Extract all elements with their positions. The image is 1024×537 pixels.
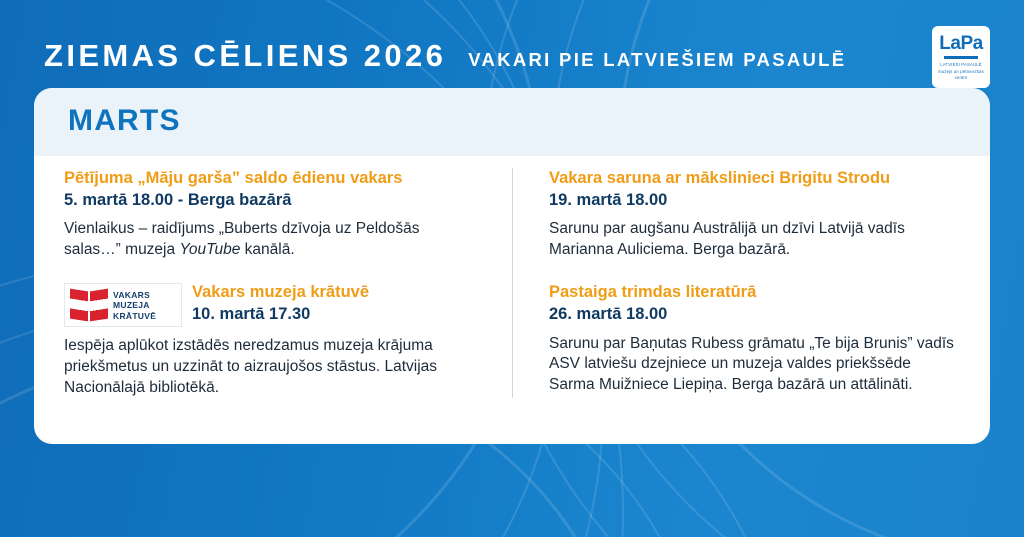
event-titles xyxy=(192,282,476,324)
event-datetime: 26. martā 18.00 xyxy=(549,305,668,324)
event-datetime: 19. martā 18.00 xyxy=(549,190,668,209)
event-description-part: Vienlaikus – raidījums „Buberts dzīvoja uz Peldošās salas…” muzeja xyxy=(64,220,420,258)
events-column-left xyxy=(34,168,512,398)
event-title: Vakara saruna ar mākslinieci Brigitu Strodu xyxy=(549,169,891,187)
event-titles xyxy=(549,168,954,210)
poster-header xyxy=(44,38,846,74)
events-column-right xyxy=(512,168,990,398)
event-datetime: 5. martā 18.00 - Berga bazārā xyxy=(64,190,292,209)
event-description-part: Sarunu par Baņutas Rubess grāmatu „Te bija Brunis” vadīs ASV latviešu dzejniece un muzeja valdes priekšsēde Sarma Muižniece Liepiņa. Berga bazārā un attālināti. xyxy=(549,334,954,393)
book-page-right-icon xyxy=(90,289,108,322)
event-header xyxy=(549,282,954,324)
page-subtitle: VAKARI PIE LATVIEŠIEM PASAULĒ xyxy=(468,49,847,70)
event-item xyxy=(64,168,476,260)
event-description xyxy=(549,219,954,260)
event-description-tail: kanālā. xyxy=(240,240,295,258)
event-item xyxy=(64,282,476,398)
event-title: Pastaiga trimdas literatūrā xyxy=(549,283,757,302)
event-title: Pētījuma „Māju garša” saldo ēdienu vakars xyxy=(64,169,403,187)
event-item xyxy=(549,168,954,260)
logo-mark: LaPa xyxy=(939,33,983,55)
event-header xyxy=(64,282,476,327)
lapa-logo xyxy=(932,26,990,88)
event-titles xyxy=(549,282,954,324)
event-description-part: Iespēja aplūkot izstādēs neredzamus muzeja krājuma priekšmetus un uzzināt to aizraujošos stāstus. Latvijas Nacionālajā bibliotēkā. xyxy=(64,337,438,396)
event-header xyxy=(549,168,954,210)
event-datetime: 10. martā 17.30 xyxy=(192,305,311,324)
event-description xyxy=(549,334,954,396)
book-page-left-icon xyxy=(70,289,88,322)
event-description-emphasis: YouTube xyxy=(179,240,241,258)
content-card xyxy=(34,88,990,444)
event-titles xyxy=(64,168,476,210)
badge-label: VAKARS MUZEJA KRĀTUVĒ xyxy=(113,289,157,321)
events-columns xyxy=(34,168,990,398)
vakars-muzeja-kratuve-badge-icon xyxy=(64,283,182,327)
event-header xyxy=(64,168,476,210)
logo-subtitle: LATVIEŠI PASAULĒ xyxy=(940,62,982,68)
logo-subtitle-secondary: muzejs un pētniecības centrs xyxy=(938,69,984,80)
open-book-icon xyxy=(69,288,109,322)
event-description-part: Sarunu par augšanu Austrālijā un dzīvi Latvijā vadīs Marianna Auliciema. Berga bazārā. xyxy=(549,220,905,258)
event-description xyxy=(64,219,476,260)
month-title: MARTS xyxy=(68,104,181,137)
logo-divider xyxy=(944,56,978,59)
event-description xyxy=(64,336,476,398)
event-item xyxy=(549,282,954,395)
page-title: ZIEMAS CĒLIENS 2026 xyxy=(44,38,447,73)
event-title: Vakars muzeja krātuvē xyxy=(192,283,370,302)
